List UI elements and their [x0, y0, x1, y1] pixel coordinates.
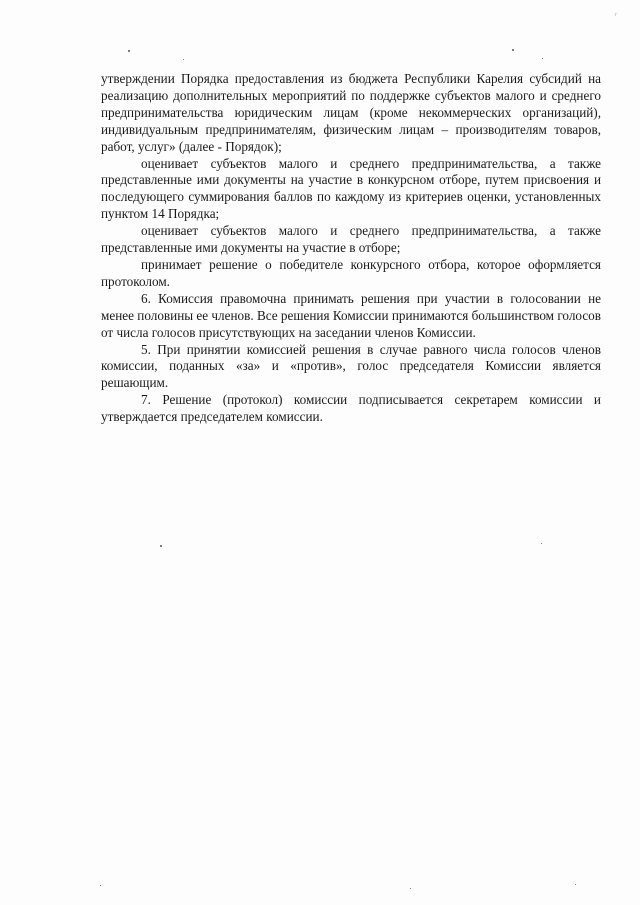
scan-speck: [410, 888, 411, 889]
scan-speck: [160, 545, 162, 547]
paragraph-quorum: 6. Комиссия правомочна принимать решения при участии в голосовании не менее половины ее членов. Все решения Комиссии принимаются большинством голосов от числа голосов присутствующих на заседании членов Комиссии.: [101, 290, 602, 340]
paragraph-tie-vote: 5. При принятии комиссией решения в случае равного числа голосов членов комиссии, поданных «за» и «против», голос председателя Комиссии является решающим.: [101, 341, 601, 391]
paragraph-protocol-signing: 7. Решение (протокол) комиссии подписывается секретарем комиссии и утверждается председателем комиссии.: [101, 392, 601, 425]
paragraph-evaluation-points: оценивает субъектов малого и среднего предпринимательства, а также представленные ими документы на участие в конкурсном отборе, путем присвоения и последующего суммирования баллов по каждому из критериев оценки, установленных пунктом 14 Порядка;: [101, 155, 601, 222]
page-header-mark: г: [614, 12, 618, 18]
scan-speck: [183, 59, 184, 60]
paragraph-winner-decision: принимает решение о победителе конкурсного отбора, которое оформляется протоколом.: [101, 256, 601, 289]
scan-speck: [542, 58, 543, 59]
paragraph-evaluation-documents: оценивает субъектов малого и среднего предпринимательства, а также представленные ими документы на участие в отборе;: [101, 223, 601, 256]
document-body: [101, 71, 601, 426]
scan-speck: [128, 50, 130, 52]
paragraph-continuation: утверждении Порядка предоставления из бюджета Республики Карелия субсидий на реализацию дополнительных мероприятий по поддержке субъектов малого и среднего предпринимательства юридическим лицам (кроме некоммерческих организаций), индивидуальным предпринимателям, физическим лицам – производителям товаров, работ, услуг» (далее - Порядок);: [101, 71, 601, 154]
scan-speck: [512, 49, 514, 51]
scan-speck: [575, 884, 576, 885]
scan-speck: [541, 543, 542, 544]
scan-speck: [100, 885, 101, 886]
